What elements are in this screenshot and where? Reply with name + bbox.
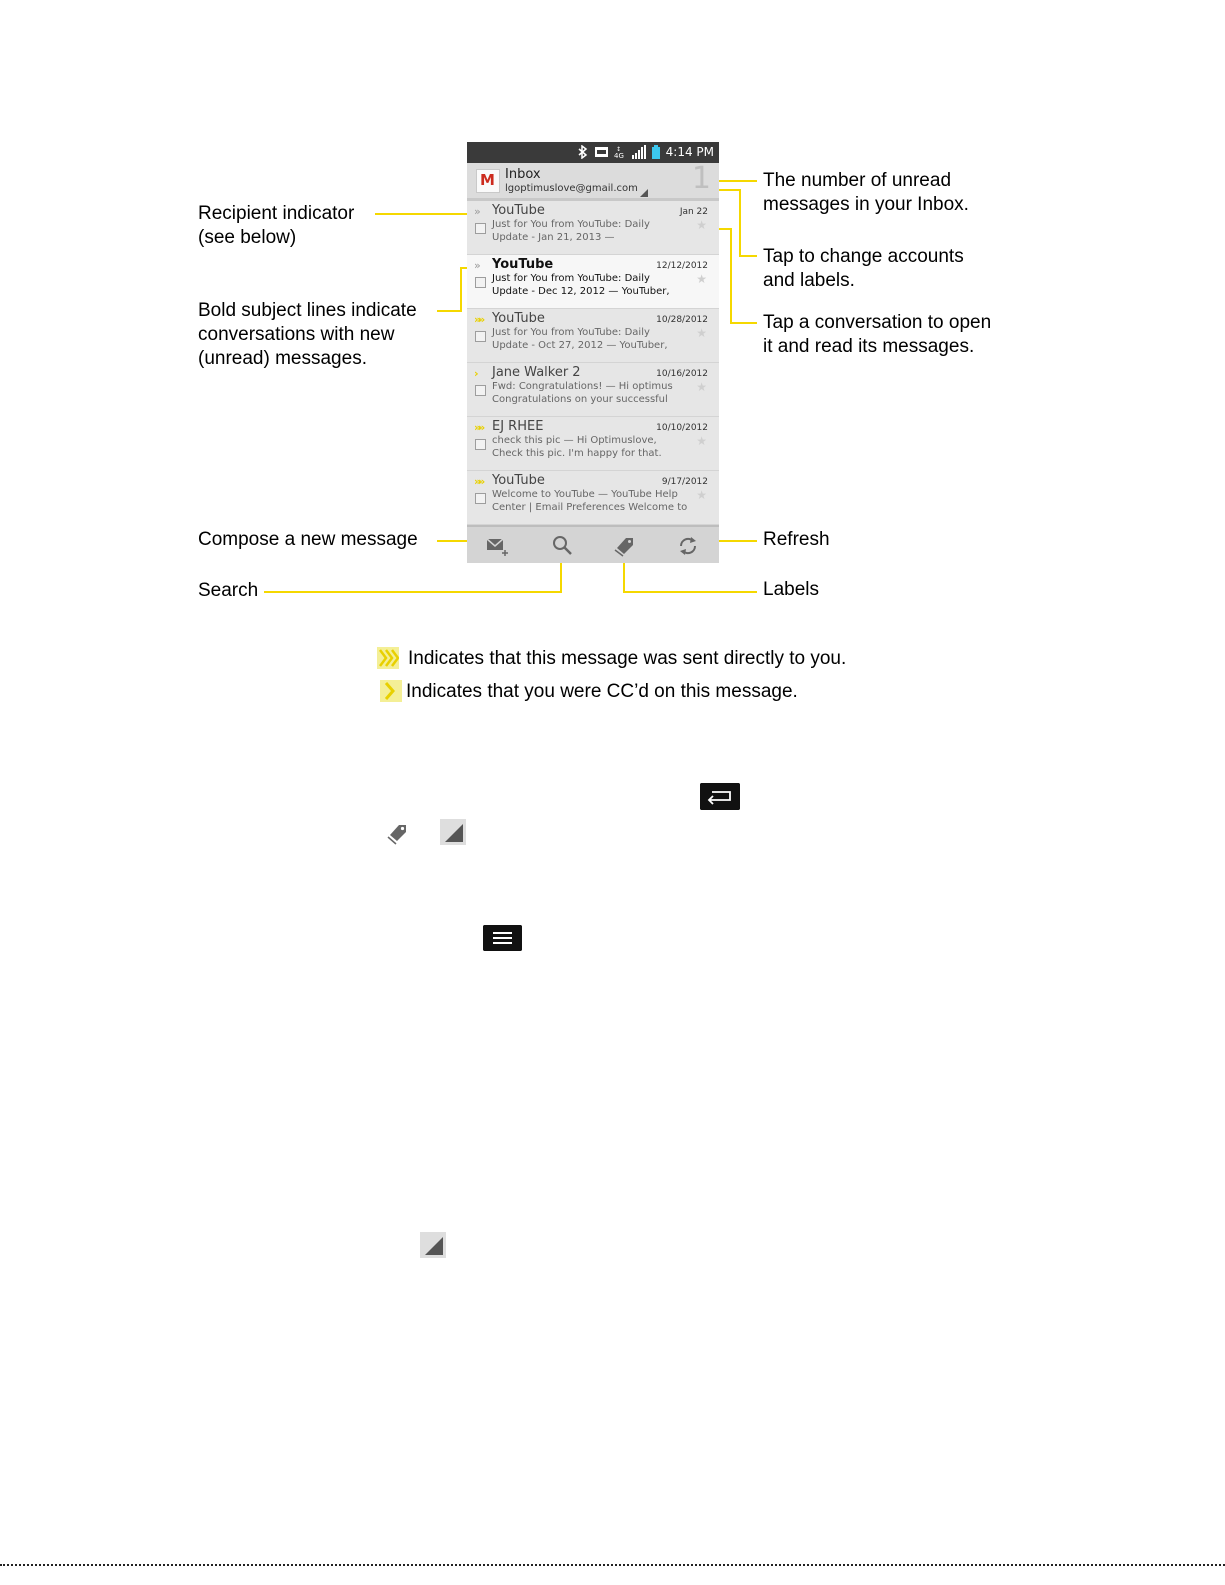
callout-text: The number of unread (763, 170, 952, 191)
star-icon[interactable]: ★ (696, 488, 707, 502)
battery-icon (651, 145, 661, 159)
star-icon[interactable]: ★ (696, 272, 707, 286)
bottom-action-bar (467, 525, 719, 563)
callout-bold-subject (198, 299, 417, 371)
callout-text: Tap to change accounts (763, 246, 964, 267)
sent-directly-indicator-icon: »» (474, 313, 483, 326)
status-time: 4:14 PM (665, 145, 714, 159)
message-snippet: Update - Jan 21, 2013 — (492, 232, 615, 243)
message-snippet: Congratulations on your successful (492, 394, 668, 405)
message-sender: YouTube (492, 257, 554, 272)
callout-labels: Labels (763, 579, 819, 600)
message-subject: check this pic — Hi Optimuslove, (492, 435, 657, 446)
callout-text: Recipient indicator (198, 203, 355, 224)
nfc-icon (594, 145, 609, 159)
callout-open-conversation (763, 311, 991, 359)
message-sender: YouTube (492, 311, 545, 326)
callout-text: it and read its messages. (763, 336, 975, 357)
message-sender: EJ RHEE (492, 419, 544, 434)
message-row[interactable] (467, 309, 719, 363)
star-icon[interactable]: ★ (696, 434, 707, 448)
message-snippet: Update - Dec 12, 2012 — YouTuber, (492, 286, 670, 297)
svg-text:↕: ↕ (616, 146, 622, 153)
callout-text: (see below) (198, 227, 297, 248)
select-checkbox[interactable] (475, 223, 486, 234)
labels-icon (385, 820, 411, 846)
gmail-inbox-screenshot (467, 142, 719, 563)
star-icon[interactable]: ★ (696, 380, 707, 394)
message-row[interactable] (467, 201, 719, 255)
message-subject: Just for You from YouTube: Daily (492, 327, 650, 338)
unread-count: 1 (691, 161, 711, 196)
callout-change-accounts (763, 245, 964, 293)
message-sender: YouTube (492, 203, 545, 218)
sent-directly-indicator-icon: »» (474, 421, 483, 434)
labels-icon[interactable] (613, 534, 637, 558)
select-checkbox[interactable] (475, 385, 486, 396)
message-subject: Just for You from YouTube: Daily (492, 219, 650, 230)
select-checkbox[interactable] (475, 493, 486, 504)
sent-directly-indicator-icon (377, 647, 399, 669)
4g-icon (614, 145, 626, 159)
callout-text: messages in your Inbox. (763, 194, 969, 215)
callout-search: Search (198, 580, 259, 601)
gmail-logo-icon: M (476, 169, 500, 193)
message-date: 10/10/2012 (656, 423, 708, 433)
recipient-indicator-icon: » (474, 205, 478, 218)
star-icon[interactable]: ★ (696, 326, 707, 340)
callout-recipient-indicator (198, 202, 354, 250)
dropdown-triangle-icon (440, 819, 466, 845)
star-icon[interactable]: ★ (696, 218, 707, 232)
message-subject: Welcome to YouTube — YouTube Help (492, 489, 678, 500)
page-divider (0, 1564, 1225, 1566)
account-dropdown-icon[interactable] (640, 189, 648, 197)
status-bar (467, 142, 719, 163)
message-snippet: Update - Oct 27, 2012 — YouTuber, (492, 340, 668, 351)
svg-text:4G: 4G (614, 152, 624, 159)
dropdown-triangle-icon (420, 1232, 446, 1258)
refresh-icon[interactable] (676, 534, 700, 558)
message-date: 9/17/2012 (661, 477, 708, 487)
compose-icon[interactable] (485, 534, 509, 558)
message-sender: Jane Walker 2 (492, 365, 581, 380)
select-checkbox[interactable] (475, 277, 486, 288)
message-sender: YouTube (492, 473, 545, 488)
message-date: Jan 22 (679, 207, 708, 217)
bluetooth-icon (578, 145, 588, 159)
message-date: 10/16/2012 (656, 369, 708, 379)
callout-unread-count (763, 169, 969, 217)
select-checkbox[interactable] (475, 331, 486, 342)
message-date: 10/28/2012 (656, 315, 708, 325)
callout-text: Tap a conversation to open (763, 312, 992, 333)
callout-text: and labels. (763, 270, 855, 291)
message-row[interactable] (467, 471, 719, 525)
sent-directly-indicator-icon: »» (474, 475, 483, 488)
legend-cc-text: Indicates that you were CC’d on this message. (406, 681, 798, 702)
message-subject: Just for You from YouTube: Daily (492, 273, 650, 284)
callout-text: (unread) messages. (198, 348, 367, 369)
back-key-icon (700, 783, 740, 810)
callout-text: Bold subject lines indicate (198, 300, 417, 321)
message-date: 12/12/2012 (656, 261, 708, 271)
message-snippet: Center | Email Preferences Welcome to (492, 502, 688, 513)
recipient-indicator-icon: » (474, 259, 478, 272)
callout-refresh: Refresh (763, 529, 830, 550)
inbox-header[interactable] (467, 163, 719, 201)
callout-text: conversations with new (198, 324, 395, 345)
message-snippet: Check this pic. I'm happy for that. (492, 448, 662, 459)
legend-direct-text: Indicates that this message was sent directly to you. (408, 648, 847, 669)
message-row[interactable] (467, 255, 719, 309)
cc-indicator-icon: › (474, 367, 476, 380)
inbox-title: Inbox (505, 167, 541, 182)
select-checkbox[interactable] (475, 439, 486, 450)
message-subject: Fwd: Congratulations! — Hi optimus (492, 381, 673, 392)
signal-icon (631, 145, 647, 159)
message-row[interactable] (467, 417, 719, 471)
message-row[interactable] (467, 363, 719, 417)
account-email[interactable]: lgoptimuslove@gmail.com (505, 183, 638, 194)
cc-indicator-icon (380, 680, 402, 702)
menu-key-icon (483, 925, 522, 951)
callout-compose: Compose a new message (198, 529, 418, 550)
search-icon[interactable] (551, 534, 575, 558)
